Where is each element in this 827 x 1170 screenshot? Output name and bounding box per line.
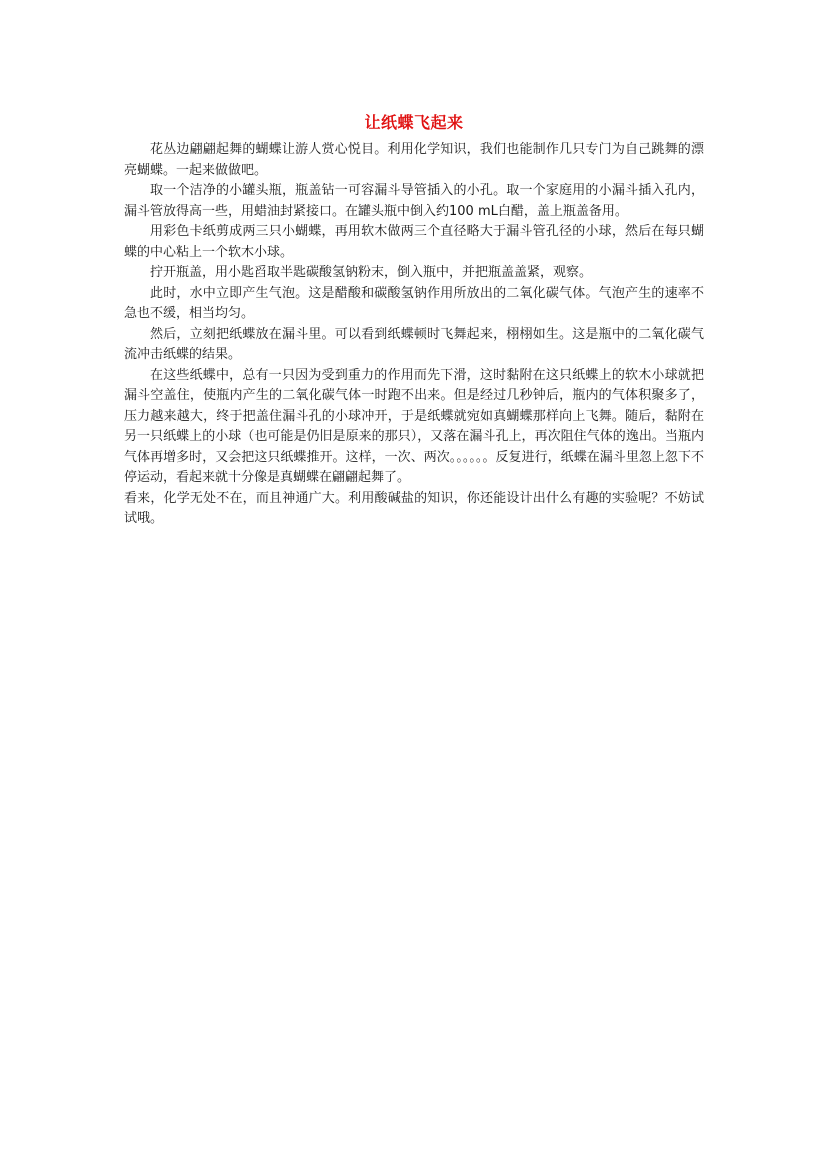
paragraph-explanation: 在这些纸蝶中，总有一只因为受到重力的作用而先下滑，这时黏附在这只纸蝶上的软木小球就把漏斗空盖住，使瓶内产生的二氧化碳气体一时跑不出来。但是经过几秒钟后，瓶内的气体积聚多了，压力越来越大，终于把盖住漏斗孔的小球冲开，于是纸蝶就宛如真蝴蝶那样向上飞舞。随后，黏附在另一只纸蝶上的小球（也可能是仍旧是原来的那只），又落在漏斗孔上，再次阻住气体的逸出。当瓶内气体再增多时，又会把这只纸蝶推开。这样，一次、两次。。。。。。反复进行，纸蝶在漏斗里忽上忽下不停运动，看起来就十分像是真蝴蝶在翩翩起舞了。: [124, 367, 704, 485]
paragraph-step-butterflies: 用彩色卡纸剪成两三只小蝴蝶，再用软木做两三个直径略大于漏斗管孔径的小球，然后在每只蝴蝶的中心粘上一个软木小球。: [124, 224, 704, 260]
paragraph-step-bottle: 取一个洁净的小罐头瓶，瓶盖钻一可容漏斗导管插入的小孔。取一个家庭用的小漏斗插入孔内，漏斗管放得高一些，用蜡油封紧接口。在罐头瓶中倒入约100 mL白醋，盖上瓶盖备用。: [124, 183, 704, 219]
paragraph-observation-flying: 然后，立刻把纸蝶放在漏斗里。可以看到纸蝶顿时飞舞起来，栩栩如生。这是瓶中的二氧化碳气流冲击纸蝶的结果。: [124, 326, 704, 362]
document-title: 让纸蝶飞起来: [364, 113, 464, 132]
document-page: [124, 110, 704, 530]
paragraph-observation-bubbles: 此时，水中立即产生气泡。这是醋酸和碳酸氢钠作用所放出的二氧化碳气体。气泡产生的速率不急也不缓，相当均匀。: [124, 285, 704, 321]
paragraph-step-baking-soda: 拧开瓶盖，用小匙舀取半匙碳酸氢钠粉末，倒入瓶中，并把瓶盖盖紧，观察。: [150, 265, 593, 280]
paragraph-intro: 花丛边翩翩起舞的蝴蝶让游人赏心悦目。利用化学知识，我们也能制作几只专门为自己跳舞的漂亮蝴蝶。一起来做做吧。: [124, 142, 704, 178]
paragraph-conclusion: 看来，化学无处不在，而且神通广大。利用酸碱盐的知识，你还能设计出什么有趣的实验呢？不妨试试哦。: [124, 490, 704, 526]
